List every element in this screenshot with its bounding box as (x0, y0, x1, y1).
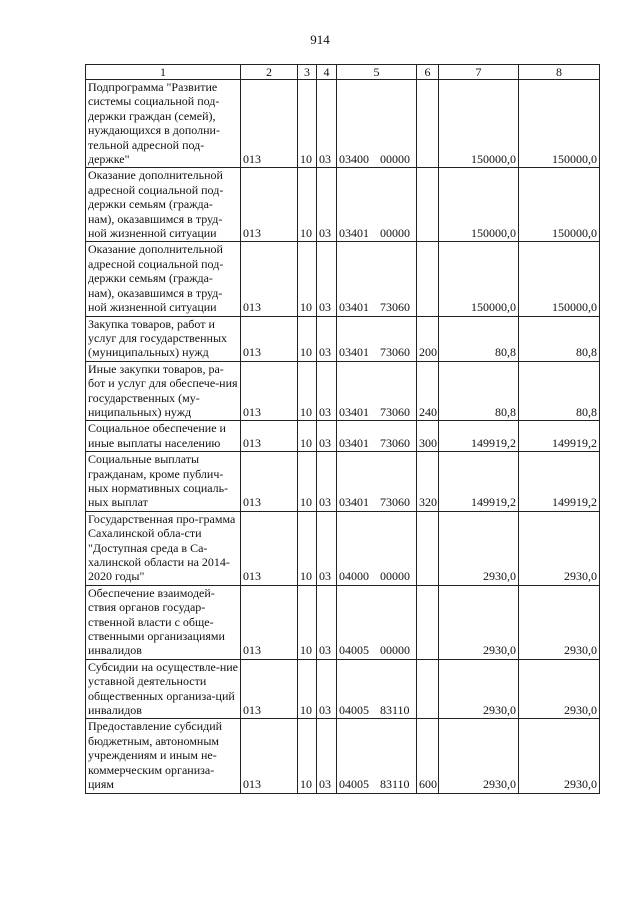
row-name: Иные закупки товаров, ра-бот и услуг для обеспече-ния государственных (му-ниципальных) нужд (86, 361, 241, 421)
budget-table (85, 64, 600, 794)
section-code: 10 (298, 452, 317, 512)
target-code: 04005 83110 (337, 659, 417, 719)
amount-year1: 149919,2 (439, 421, 519, 452)
subsection-code: 03 (317, 585, 337, 659)
ministry-code: 013 (241, 168, 298, 242)
amount-year1: 149919,2 (439, 452, 519, 512)
expense-code: 240 (417, 361, 439, 421)
amount-year2: 149919,2 (519, 421, 600, 452)
ministry-code: 013 (241, 316, 298, 361)
target-code: 03400 00000 (337, 80, 417, 168)
amount-year2: 80,8 (519, 316, 600, 361)
subsection-code: 03 (317, 452, 337, 512)
expense-code (417, 659, 439, 719)
section-code: 10 (298, 421, 317, 452)
ministry-code: 013 (241, 80, 298, 168)
ministry-code: 013 (241, 361, 298, 421)
ministry-code: 013 (241, 585, 298, 659)
subsection-code: 03 (317, 719, 337, 793)
amount-year2: 149919,2 (519, 452, 600, 512)
ministry-code: 013 (241, 511, 298, 585)
column-header: 8 (519, 65, 600, 80)
subsection-code: 03 (317, 421, 337, 452)
expense-code: 300 (417, 421, 439, 452)
subsection-code: 03 (317, 361, 337, 421)
target-code: 03401 73060 (337, 452, 417, 512)
row-name: Социальные выплаты гражданам, кроме публич-ных нормативных социаль-ных выплат (86, 452, 241, 512)
table-row (86, 719, 600, 793)
ministry-code: 013 (241, 452, 298, 512)
ministry-code: 013 (241, 242, 298, 316)
section-code: 10 (298, 511, 317, 585)
table-row (86, 361, 600, 421)
table-row (86, 242, 600, 316)
amount-year1: 150000,0 (439, 168, 519, 242)
row-name: Обеспечение взаимодей-ствия органов государ-ственной власти с обще-ственными организациями инвалидов (86, 585, 241, 659)
target-code: 04005 00000 (337, 585, 417, 659)
amount-year2: 2930,0 (519, 659, 600, 719)
header-row (86, 65, 600, 80)
amount-year2: 80,8 (519, 361, 600, 421)
row-name: Предоставление субсидий бюджетным, автономным учреждениям и иным не-коммерческим организа-циям (86, 719, 241, 793)
section-code: 10 (298, 361, 317, 421)
expense-code (417, 80, 439, 168)
column-header: 1 (86, 65, 241, 80)
subsection-code: 03 (317, 168, 337, 242)
section-code: 10 (298, 316, 317, 361)
amount-year1: 2930,0 (439, 659, 519, 719)
column-header: 4 (317, 65, 337, 80)
column-header: 3 (298, 65, 317, 80)
amount-year2: 150000,0 (519, 242, 600, 316)
amount-year2: 150000,0 (519, 168, 600, 242)
table-row (86, 421, 600, 452)
target-code: 04000 00000 (337, 511, 417, 585)
row-name: Оказание дополнительной адресной социальной под-держки семьям (гражда-нам), оказавшимся в труд-ной жизненной ситуации (86, 242, 241, 316)
table-row (86, 80, 600, 168)
amount-year1: 80,8 (439, 316, 519, 361)
page-number: 914 (310, 32, 330, 47)
row-name: Оказание дополнительной адресной социальной под-держки семьям (гражда-нам), оказавшимся в труд-ной жизненной ситуации (86, 168, 241, 242)
row-name: Подпрограмма "Развитие системы социальной под-держки граждан (семей), нуждающихся в дополни-тельной адресной под-держке" (86, 80, 241, 168)
section-code: 10 (298, 659, 317, 719)
expense-code (417, 242, 439, 316)
target-code: 03401 73060 (337, 242, 417, 316)
table-row (86, 659, 600, 719)
amount-year1: 80,8 (439, 361, 519, 421)
amount-year1: 150000,0 (439, 242, 519, 316)
column-header: 7 (439, 65, 519, 80)
amount-year2: 2930,0 (519, 719, 600, 793)
section-code: 10 (298, 168, 317, 242)
expense-code (417, 168, 439, 242)
table-row (86, 511, 600, 585)
target-code: 03401 73060 (337, 421, 417, 452)
subsection-code: 03 (317, 511, 337, 585)
section-code: 10 (298, 585, 317, 659)
subsection-code: 03 (317, 80, 337, 168)
expense-code: 320 (417, 452, 439, 512)
expense-code: 200 (417, 316, 439, 361)
amount-year1: 2930,0 (439, 585, 519, 659)
expense-code (417, 585, 439, 659)
amount-year1: 150000,0 (439, 80, 519, 168)
target-code: 03401 73060 (337, 361, 417, 421)
column-header: 5 (337, 65, 417, 80)
amount-year1: 2930,0 (439, 719, 519, 793)
subsection-code: 03 (317, 659, 337, 719)
amount-year2: 2930,0 (519, 585, 600, 659)
row-name: Закупка товаров, работ и услуг для государственных (муниципальных) нужд (86, 316, 241, 361)
column-header: 6 (417, 65, 439, 80)
table-row (86, 452, 600, 512)
ministry-code: 013 (241, 421, 298, 452)
subsection-code: 03 (317, 316, 337, 361)
target-code: 04005 83110 (337, 719, 417, 793)
table-row (86, 168, 600, 242)
subsection-code: 03 (317, 242, 337, 316)
amount-year1: 2930,0 (439, 511, 519, 585)
target-code: 03401 73060 (337, 316, 417, 361)
ministry-code: 013 (241, 659, 298, 719)
expense-code: 600 (417, 719, 439, 793)
target-code: 03401 00000 (337, 168, 417, 242)
row-name: Государственная про-грамма Сахалинской обла-сти "Доступная среда в Са-халинской области на 2014-2020 годы" (86, 511, 241, 585)
section-code: 10 (298, 242, 317, 316)
section-code: 10 (298, 80, 317, 168)
row-name: Субсидии на осуществле-ние уставной деятельности общественных организа-ций инвалидов (86, 659, 241, 719)
amount-year2: 2930,0 (519, 511, 600, 585)
ministry-code: 013 (241, 719, 298, 793)
table-row (86, 316, 600, 361)
table-row (86, 585, 600, 659)
expense-code (417, 511, 439, 585)
amount-year2: 150000,0 (519, 80, 600, 168)
section-code: 10 (298, 719, 317, 793)
row-name: Социальное обеспечение и иные выплаты населению (86, 421, 241, 452)
column-header: 2 (241, 65, 298, 80)
